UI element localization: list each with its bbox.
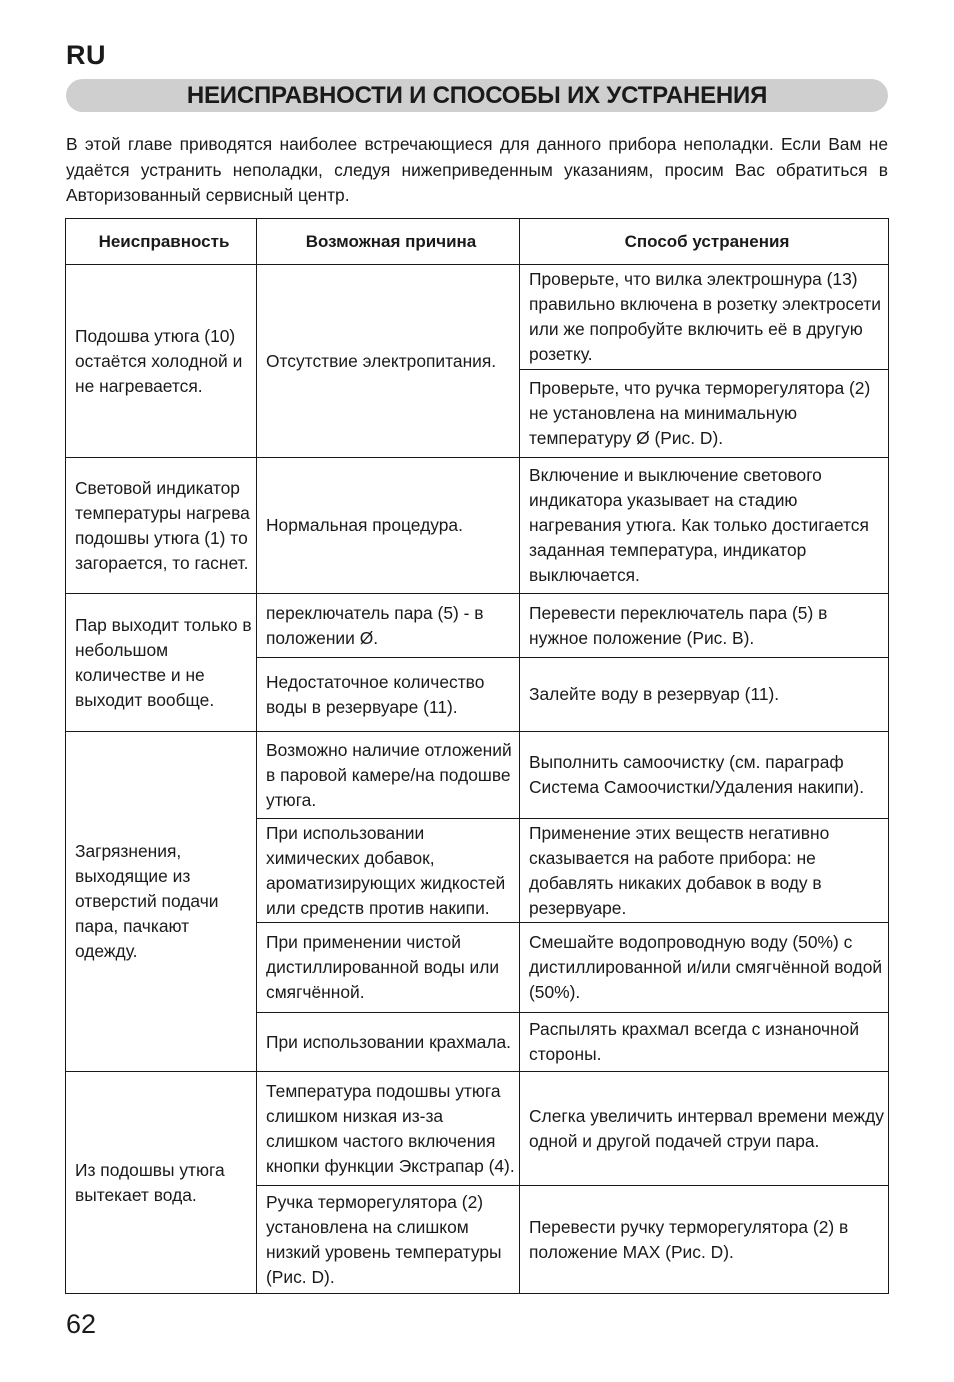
- cause-cell: Нормальная процедура.: [257, 458, 520, 594]
- table-row: [66, 594, 889, 658]
- solution-cell: Распылять крахмал всегда с изнаночной стороны.: [520, 1013, 889, 1072]
- solution-cell: Применение этих веществ негативно сказывается на работе прибора: не добавлять никаких добавок в воду в резервуаре.: [520, 819, 889, 923]
- language-label: RU: [66, 40, 106, 70]
- cause-cell: При использовании химических добавок, ароматизирующих жидкостей или средств против накипи.: [257, 819, 520, 923]
- cause-cell: При применении чистой дистиллированной воды или смягчённой.: [257, 923, 520, 1013]
- table-row: [66, 265, 889, 370]
- troubleshooting-table: [65, 218, 889, 1294]
- intro-paragraph: В этой главе приводятся наиболее встречающиеся для данного прибора неполадки. Если Вам не удаётся устранить неполадки, следуя нижеприведенным указаниям, просим Вас обратиться в Авторизованный сервисный центр.: [66, 134, 888, 205]
- cause-cell: При использовании крахмала.: [257, 1013, 520, 1072]
- problem-cell: Световой индикатор температуры нагрева подошвы утюга (1) то загорается, то гаснет.: [66, 458, 257, 594]
- solution-cell: Проверьте, что вилка электрошнура (13) правильно включена в розетку электросети или же попробуйте включить её в другую розетку.: [520, 265, 889, 370]
- cause-cell: Отсутствие электропитания.: [257, 265, 520, 458]
- header-cause: Возможная причина: [257, 219, 520, 265]
- solution-cell: Перевести ручку терморегулятора (2) в положение MAX (Рис. D).: [520, 1186, 889, 1294]
- problem-cell: Пар выходит только в небольшом количестве и не выходит вообще.: [66, 594, 257, 732]
- solution-cell: Проверьте, что ручка терморегулятора (2) не установлена на минимальную температуру Ø (Рис. D).: [520, 370, 889, 458]
- solution-cell: Выполнить самоочистку (см. параграф Система Самоочистки/Удаления накипи).: [520, 732, 889, 819]
- solution-cell: Смешайте водопроводную воду (50%) с дистиллированной и/или смягчённой водой (50%).: [520, 923, 889, 1013]
- problem-cell: Загрязнения, выходящие из отверстий подачи пара, пачкают одежду.: [66, 732, 257, 1072]
- header-problem: Неисправность: [66, 219, 257, 265]
- solution-cell: Залейте воду в резервуар (11).: [520, 658, 889, 732]
- table-header-row: [66, 219, 889, 265]
- cause-cell: Ручка терморегулятора (2) установлена на слишком низкий уровень температуры (Рис. D).: [257, 1186, 520, 1294]
- solution-cell: Включение и выключение светового индикатора указывает на стадию нагревания утюга. Как только достигается заданная температура, индикатор выключается.: [520, 458, 889, 594]
- section-title-bar: НЕИСПРАВНОСТИ И СПОСОБЫ ИХ УСТРАНЕНИЯ: [66, 79, 888, 112]
- cause-cell: Температура подошвы утюга слишком низкая из-за слишком частого включения кнопки функции Экстрапар (4).: [257, 1072, 520, 1186]
- page-number: 62: [66, 1309, 97, 1339]
- solution-cell: Слегка увеличить интервал времени между одной и другой подачей струи пара.: [520, 1072, 889, 1186]
- cause-cell: переключатель пара (5) - в положении Ø.: [257, 594, 520, 658]
- table-row: [66, 458, 889, 594]
- cause-cell: Недостаточное количество воды в резервуаре (11).: [257, 658, 520, 732]
- table-row: [66, 732, 889, 819]
- problem-cell: Из подошвы утюга вытекает вода.: [66, 1072, 257, 1294]
- header-solution: Способ устранения: [520, 219, 889, 265]
- table-row: [66, 1072, 889, 1186]
- cause-cell: Возможно наличие отложений в паровой камере/на подошве утюга.: [257, 732, 520, 819]
- problem-cell: Подошва утюга (10) остаётся холодной и не нагревается.: [66, 265, 257, 458]
- solution-cell: Перевести переключатель пара (5) в нужное положение (Рис. В).: [520, 594, 889, 658]
